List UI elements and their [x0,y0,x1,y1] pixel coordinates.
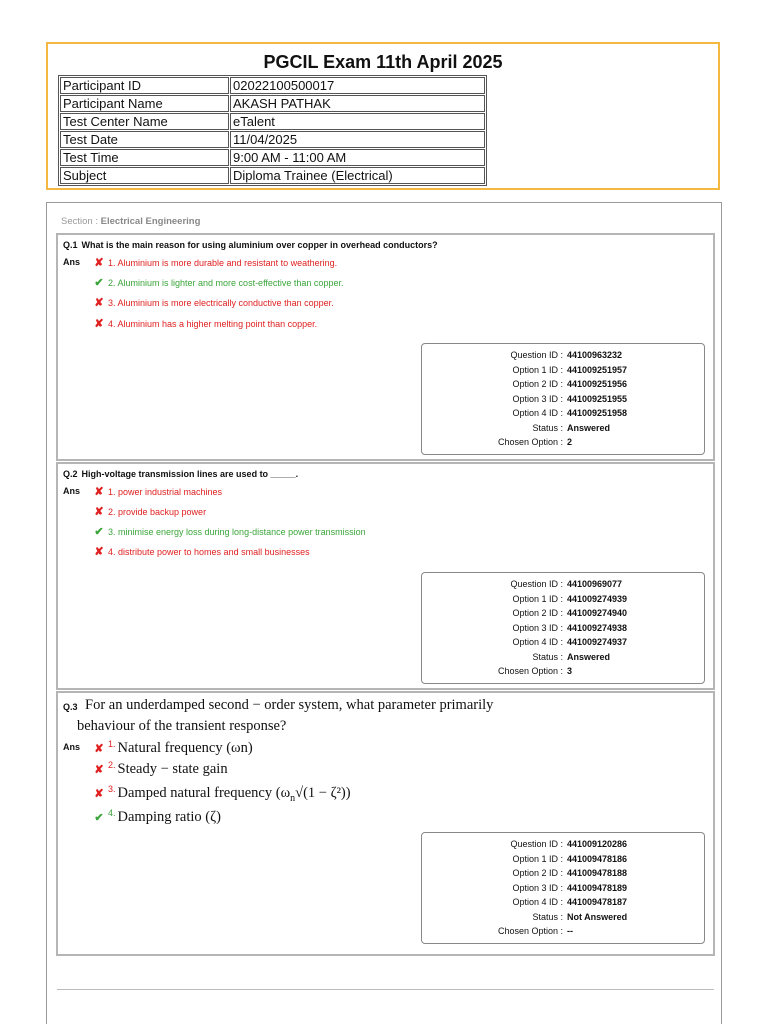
table-row [60,167,485,184]
test-center-value: eTalent [230,113,485,130]
check-icon: ✔ [94,277,104,289]
exam-header [46,42,720,190]
option-4 [92,808,221,826]
test-date-value: 11/04/2025 [230,131,485,148]
participant-name-label: Participant Name [60,95,229,112]
cross-icon: ✘ [94,257,104,269]
subject-value: Diploma Trainee (Electrical) [230,167,485,184]
cross-icon: ✘ [94,764,104,776]
meta-status: Status : Not Answered [532,911,628,922]
meta-question-id: Question ID : 44100969077 [510,579,623,589]
question-text [63,469,298,479]
question-meta-box [421,343,705,455]
meta-chosen-option: Chosen Option : 3 [497,666,573,676]
meta-status: Status : Answered [532,422,611,433]
option-text: 3. minimise energy loss during long-distance power transmission [108,527,366,537]
test-time-value: 9:00 AM - 11:00 AM [230,149,485,166]
participant-name-value: AKASH PATHAK [230,95,485,112]
test-date-label: Test Date [60,131,229,148]
divider [57,989,714,990]
option-2 [92,760,228,778]
meta-option4-id: Option 4 ID : 441009274937 [512,637,628,647]
option-number: 1. [108,739,116,749]
participant-info-table [58,75,487,186]
question-meta-box [421,572,705,684]
option-text: 4. distribute power to homes and small businesses [108,547,310,557]
participant-id-value: 02022100500017 [230,77,485,94]
option-text: 3. Aluminium is more electrically conductive than copper. [108,298,334,308]
option-text: 1. power industrial machines [108,487,223,497]
meta-chosen-option: Chosen Option : -- [497,926,573,936]
question-card-q2 [56,462,715,690]
response-sheet [46,202,722,1024]
question-number: Q.2 [63,469,78,479]
meta-status: Status : Answered [532,651,611,662]
question-body-line1: For an underdamped second − order system, what parameter primarily [85,697,494,713]
option-text: 2. Aluminium is lighter and more cost-effective than copper. [108,278,344,288]
option-2 [92,505,206,518]
option-4 [92,545,310,558]
ans-label: Ans [63,257,81,267]
option-3 [92,784,351,804]
cross-icon: ✘ [94,318,104,330]
cross-icon: ✘ [94,506,104,518]
option-text: 1. Aluminium is more durable and resistant to weathering. [108,258,338,268]
question-card-q1 [56,233,715,461]
question-meta-box [421,832,705,944]
test-time-label: Test Time [60,149,229,166]
question-body: High-voltage transmission lines are used to _____. [81,469,299,479]
meta-question-id: Question ID : 441009120286 [510,839,628,849]
option-4 [92,317,317,330]
question-body-line2: behaviour of the transient response? [77,718,287,734]
ans-label: Ans [63,486,81,496]
option-text: Damped natural frequency $(\omega_n√(1 - \zeta^2))$ [117,785,351,804]
ans-label: Ans [63,742,81,752]
subject-label: Subject [60,167,229,184]
option-number: 4. [108,808,116,818]
question-number: Q.1 [63,240,78,250]
cross-icon: ✘ [94,486,104,498]
meta-option4-id: Option 4 ID : 441009478187 [512,897,628,907]
table-row [60,113,485,130]
option-text: Steady − state gain [117,761,228,777]
meta-option2-id: Option 2 ID : 441009274940 [512,608,628,618]
option-number: 3. [108,784,116,794]
cross-icon: ✘ [94,743,104,755]
meta-option1-id: Option 1 ID : 441009274939 [512,593,628,604]
meta-option4-id: Option 4 ID : 441009251958 [512,408,628,418]
option-3 [92,525,366,538]
option-text: Damping ratio (ζ) [117,809,221,825]
cross-icon: ✘ [94,788,104,800]
option-1 [92,739,253,757]
meta-option3-id: Option 3 ID : 441009251955 [512,393,628,404]
meta-option1-id: Option 1 ID : 441009251957 [512,364,628,375]
table-row [60,77,485,94]
section-prefix: Section : [61,216,101,227]
option-text: 4. Aluminium has a higher melting point than copper. [108,319,318,329]
option-text: 2. provide backup power [108,507,207,517]
question-body: What is the main reason for using aluminium over copper in overhead conductors? [81,240,438,250]
question-card-q3 [56,691,715,956]
meta-question-id: Question ID : 44100963232 [510,350,623,360]
meta-option1-id: Option 1 ID : 441009478186 [512,853,628,864]
section-header [61,216,200,227]
cross-icon: ✘ [94,297,104,309]
meta-option2-id: Option 2 ID : 441009251956 [512,379,628,389]
table-row [60,131,485,148]
participant-id-label: Participant ID [60,77,229,94]
question-number: Q.3 [63,702,78,712]
section-name: Electrical Engineering [100,216,201,227]
meta-chosen-option: Chosen Option : 2 [497,437,573,447]
meta-option3-id: Option 3 ID : 441009478189 [512,882,628,893]
option-2 [92,276,343,289]
option-text: Natural frequency (ωn) [117,740,253,756]
test-center-label: Test Center Name [60,113,229,130]
option-number: 2. [108,760,116,770]
meta-option2-id: Option 2 ID : 441009478188 [512,868,628,878]
meta-option3-id: Option 3 ID : 441009274938 [512,622,628,633]
table-row [60,95,485,112]
exam-title: PGCIL Exam 11th April 2025 [263,52,503,72]
option-1 [92,485,222,498]
check-icon: ✔ [94,812,104,824]
table-row [60,149,485,166]
option-3 [92,296,334,309]
check-icon: ✔ [94,526,104,538]
cross-icon: ✘ [94,546,104,558]
option-1 [92,256,337,269]
question-text [63,240,438,250]
